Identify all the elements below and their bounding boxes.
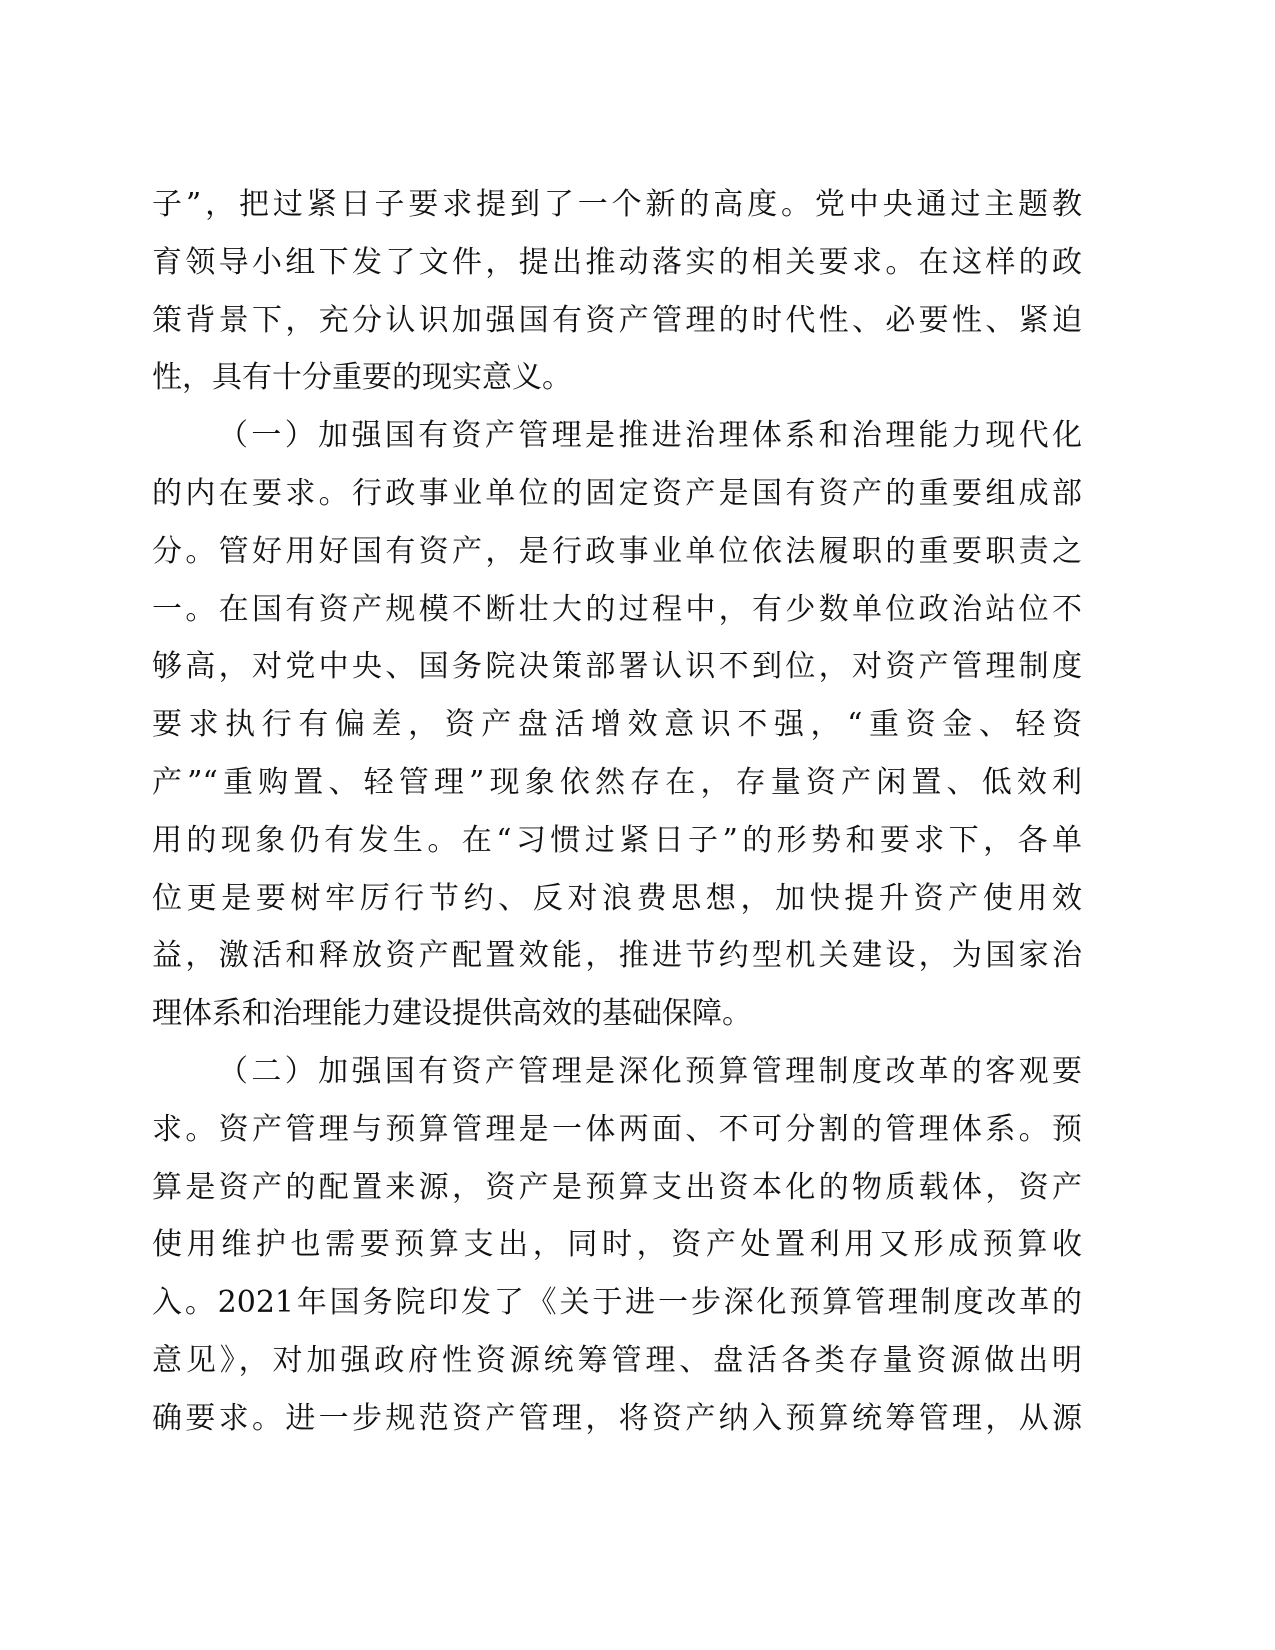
text-line: 入。2021年国务院印发了《关于进一步深化预算管理制度改革的 [152, 1285, 1082, 1321]
text-line: 位更是要树牢厉行节约、反对浪费思想，加快提升资产使用效 [152, 880, 1082, 916]
text-line: 求。资产管理与预算管理是一体两面、不可分割的管理体系。预 [152, 1111, 1082, 1147]
text-line: 用的现象仍有发生。在“习惯过紧日子”的形势和要求下，各单 [152, 822, 1082, 858]
body-text [152, 176, 1082, 1448]
text-line: （一）加强国有资产管理是推进治理体系和治理能力现代化 [218, 418, 1082, 454]
text-line: 子”，把过紧日子要求提到了一个新的高度。党中央通过主题教 [152, 187, 1082, 222]
text-line: 育领导小组下发了文件，提出推动落实的相关要求。在这样的政 [152, 244, 1082, 280]
text-line: 策背景下，充分认识加强国有资产管理的时代性、必要性、紧迫 [152, 302, 1082, 338]
text-line: 意见》，对加强政府性资源统筹管理、盘活各类存量资源做出明 [152, 1342, 1082, 1378]
text-line: 的内在要求。行政事业单位的固定资产是国有资产的重要组成部 [152, 475, 1082, 511]
text-line: 要求执行有偏差，资产盘活增效意识不强，“重资金、轻资 [152, 707, 1082, 743]
text-line: （二）加强国有资产管理是深化预算管理制度改革的客观要 [218, 1053, 1082, 1089]
text-line: 确要求。进一步规范资产管理，将资产纳入预算统筹管理，从源 [152, 1400, 1082, 1436]
text-line: 性，具有十分重要的现实意义。 [152, 360, 572, 396]
text-line: 益，激活和释放资产配置效能，推进节约型机关建设，为国家治 [152, 938, 1082, 974]
text-line: 使用维护也需要预算支出，同时，资产处置利用又形成预算收 [152, 1227, 1082, 1263]
text-line: 一。在国有资产规模不断壮大的过程中，有少数单位政治站位不 [152, 591, 1082, 627]
text-line: 理体系和治理能力建设提供高效的基础保障。 [152, 996, 752, 1032]
text-line: 产”“重购置、轻管理”现象依然存在，存量资产闲置、低效利 [152, 764, 1082, 800]
text-line: 够高，对党中央、国务院决策部署认识不到位，对资产管理制度 [152, 649, 1082, 685]
text-line: 算是资产的配置来源，资产是预算支出资本化的物质载体，资产 [152, 1169, 1082, 1205]
text-line: 分。管好用好国有资产，是行政事业单位依法履职的重要职责之 [152, 533, 1082, 569]
